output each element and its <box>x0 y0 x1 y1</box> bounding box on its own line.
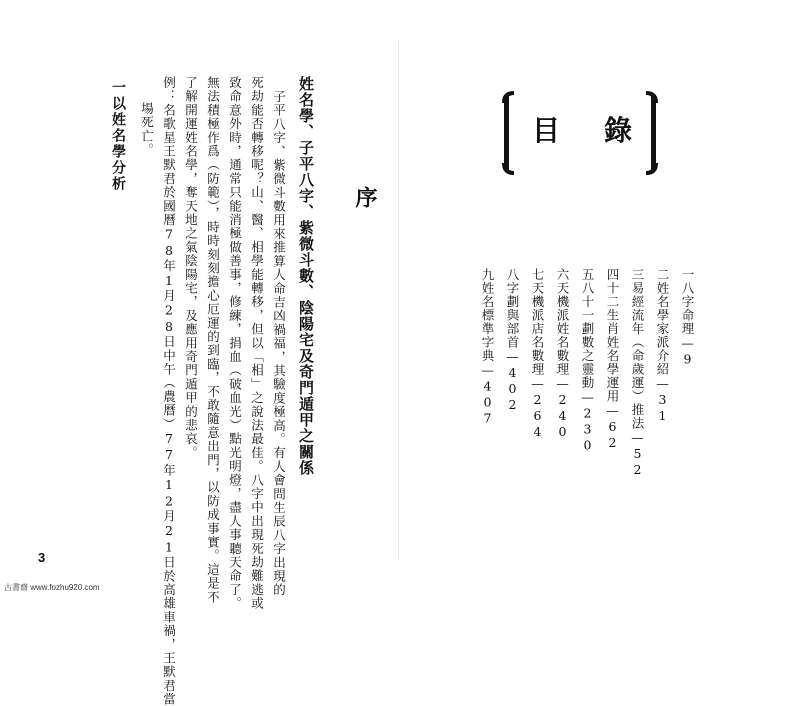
frame-corner-ornament-icon <box>500 161 516 177</box>
page-gutter <box>398 40 399 560</box>
toc-title-frame <box>500 89 660 177</box>
toc-item-5[interactable]: 五八十一劃數之靈動—230 <box>580 268 595 454</box>
toc-title-char-2: 錄 <box>603 114 632 147</box>
body-column-3: 致命意外時，通常只能消極做善事，修練，捐血（破血光）點光明燈，盡人事聽天命了。 <box>227 76 243 611</box>
body-column-2: 死劫能否轉移呢？山、醫、相學能轉移，但以「相」之說法最佳。八字中出現死劫難逃或 <box>249 76 265 611</box>
toc-item-6[interactable]: 六天機派姓名數理—240 <box>555 268 570 440</box>
body-column-1: 子平八字、紫微斗數用來推算人命吉凶禍福，其驗度極高。有人會問生辰八字出現的 <box>271 90 287 597</box>
toc-item-2[interactable]: 二姓名學家派介紹—31 <box>655 268 670 424</box>
body-column-6: 例：名歌星王默君於國曆78年1月28日中午（農曆）77年12月21日於高雄車禍，王默君當 <box>161 76 177 706</box>
body-column-7: 場死亡。 <box>139 102 155 157</box>
frame-right-bar <box>651 96 656 170</box>
body-column-4: 無法積極作爲（防範），時時刻刻擔心厄運的到臨，不敢隨意出門，以防成事實。這是不 <box>205 76 221 605</box>
right-page <box>400 0 793 597</box>
body-column-5: 了解開運姓名學，奪天地之氣陰陽宅，及應用奇門遁甲的悲哀。 <box>183 76 199 460</box>
toc-item-4[interactable]: 四十二生肖姓名學運用—62 <box>605 268 620 451</box>
frame-corner-ornament-icon <box>500 89 516 105</box>
frame-corner-ornament-icon <box>644 161 660 177</box>
frame-corner-ornament-icon <box>644 89 660 105</box>
toc-item-3[interactable]: 三易經流年（命歲運）推法—52 <box>630 268 645 478</box>
frame-left-bar <box>504 96 509 170</box>
toc-title <box>532 114 632 147</box>
preface-heading: 姓名學、子平八字、紫微斗數、陰陽宅及奇門遁甲之關係 <box>297 76 315 476</box>
preface-title: 序 <box>352 186 378 208</box>
toc-item-8[interactable]: 八字劃與部首—402 <box>505 268 520 413</box>
toc-title-char-1: 目 <box>532 114 561 147</box>
toc-item-1[interactable]: 一八字命理—9 <box>680 268 695 368</box>
page-number: 3 <box>38 550 46 565</box>
toc-item-7[interactable]: 七天機派店名數理—264 <box>530 268 545 440</box>
section-title: 一以姓名學分析 <box>110 80 126 192</box>
toc-item-9[interactable]: 九姓名標準字典—407 <box>480 268 495 427</box>
watermark: 古書齋 www.fozhu920.com <box>4 583 100 592</box>
